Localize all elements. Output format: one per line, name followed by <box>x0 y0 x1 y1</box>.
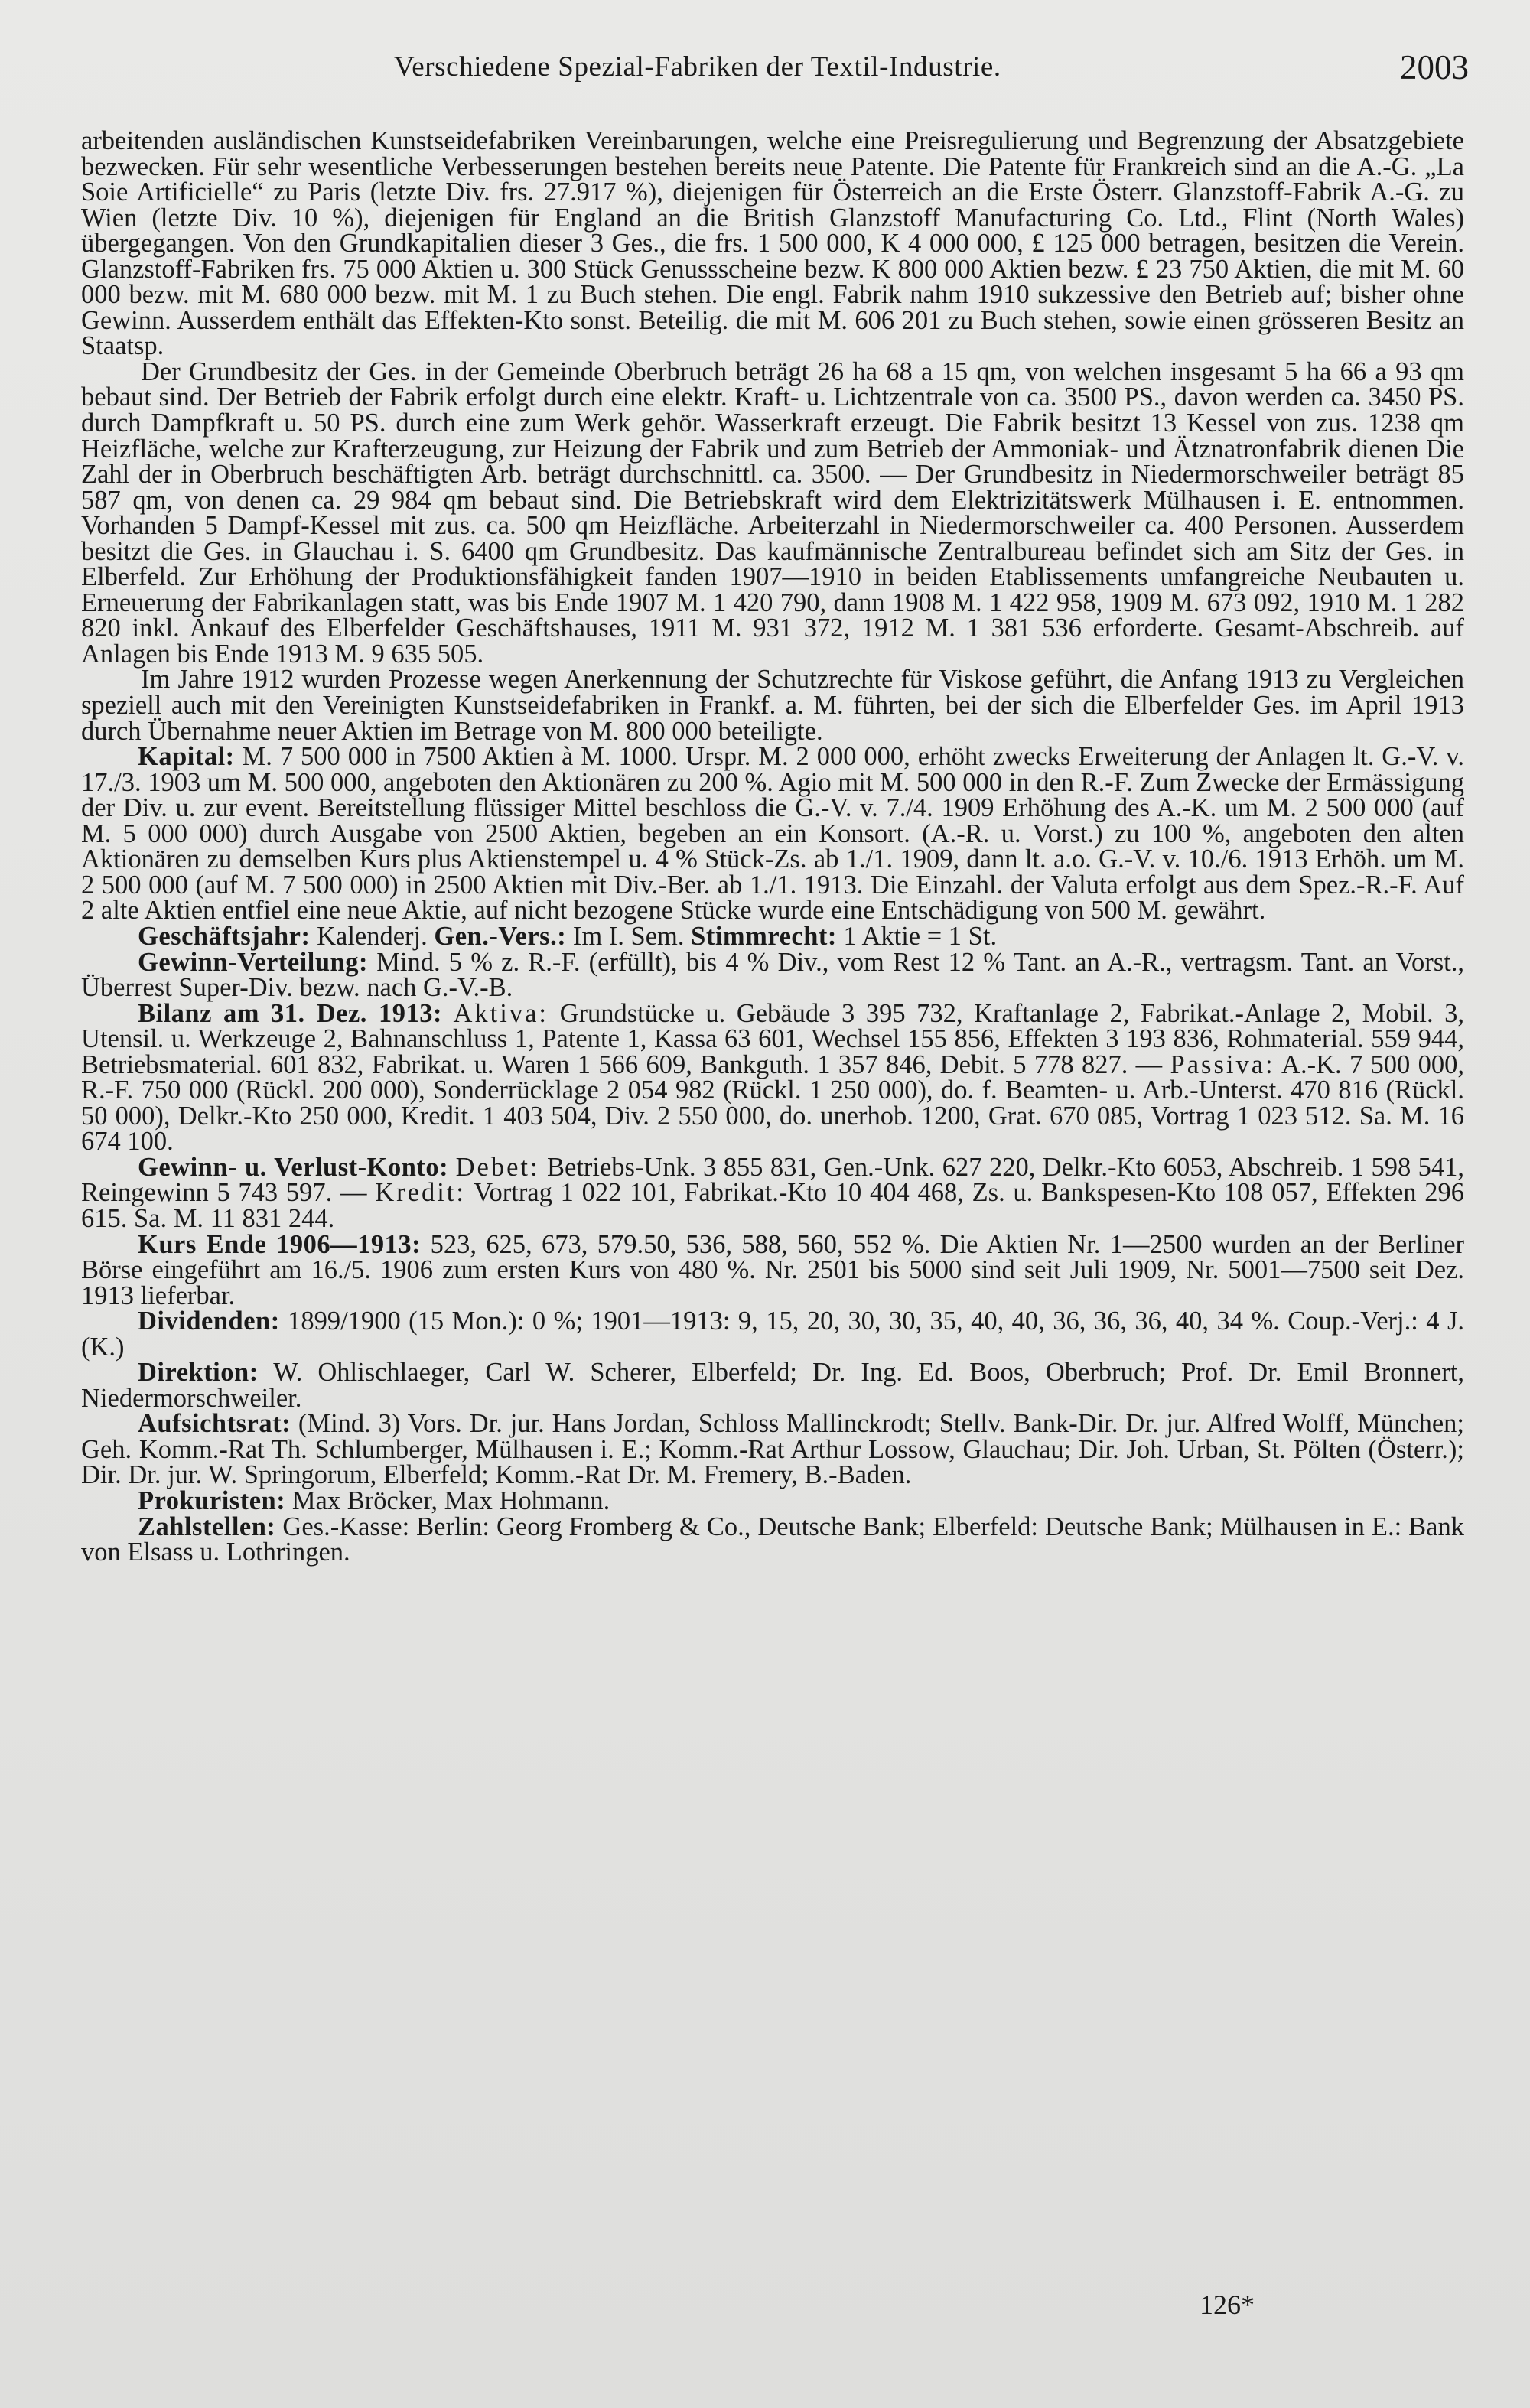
page-header <box>84 50 1469 89</box>
section-zahlstellen <box>81 1512 1464 1567</box>
aktiva-label: Aktiva: <box>453 998 549 1028</box>
paragraph-grundbesitz: Der Grundbesitz der Ges. in der Gemeinde Oberbruch beträgt 26 ha 68 a 15 qm, von welchen insgesamt 5 ha 66 a 93 qm bebaut sind. Der Betrieb der Fabrik erfolgt durch eine elektr. Kraft- u. Lichtzentrale von ca. 3500 PS., davon werden ca. 3450 PS. durch Dampfkraft u. 50 PS. durch eine zum Werk gehör. Wasserkraft erzeugt. Die Fabrik besitzt 13 Kessel von zus. 1238 qm Heizfläche, welche zur Krafterzeugung, zur Heizung der Fabrik und zum Betrieb der Ammoniak- und Ätznatronfabrik dienen Die Zahl der in Oberbruch beschäftigten Arb. beträgt durchschnittl. ca. 3500. — Der Grundbesitz in Niedermorschweiler beträgt 85 587 qm, von denen ca. 29 984 qm bebaut sind. Die Betriebskraft wird dem Elektrizitätswerk Mülhausen i. E. entnommen. Vorhanden 5 Dampf-Kessel mit zus. ca. 500 qm Heizfläche. Arbeiterzahl in Niedermorschweiler ca. 400 Personen. Ausserdem besitzt die Ges. in Glauchau i. S. 6400 qm Grundbesitz. Das kaufmännische Zentralbureau befindet sich am Sitz der Ges. in Elberfeld. Zur Erhöhung der Produktionsfähigkeit fanden 1907—1910 in beiden Etablissements umfangreiche Neubauten u. Erneuerung der Fabrikanlagen statt, was bis Ende 1907 M. 1 420 790, dann 1908 M. 1 422 958, 1909 M. 673 092, 1910 M. 1 282 820 inkl. Ankauf des Elberfelder Geschäftshauses, 1911 M. 931 372, 1912 M. 1 381 536 erforderte. Gesamt-Abschreib. auf Anlagen bis Ende 1913 M. 9 635 505. <box>81 356 1464 669</box>
stimmrecht-text: 1 Aktie = 1 St. <box>843 921 998 951</box>
passiva-text: A.-K. 7 500 000, R.-F. 750 000 (Rückl. 200 000), Sonderrücklage 2 054 982 (Rückl. 1 250 000), do. f. Beamten- u. Arb.-Unterst. 470 816 (Rückl. 50 000), Delkr.-Kto 250 000, Kredit. 1 403 504, Div. 2 550 000, do. unerhob. 1200, Grat. 670 085, Vortrag 1 023 512. Sa. M. 16 674 100. <box>81 1049 1465 1157</box>
gen-vers-label: Gen.-Vers.: <box>434 921 567 951</box>
prokuristen-text: Max Bröcker, Max Hohmann. <box>291 1485 610 1515</box>
debet-label: Debet: <box>455 1152 540 1182</box>
zahlstellen-label: Zahlstellen: <box>138 1512 276 1541</box>
geschaeftsjahr-label: Geschäftsjahr: <box>138 921 311 951</box>
direktion-text: W. Ohlischlaeger, Carl W. Scherer, Elberfeld; Dr. Ing. Ed. Boos, Oberbruch; Prof. Dr. Emil Bronnert, Niedermorschweiler. <box>81 1358 1464 1413</box>
section-kapital <box>81 744 1464 924</box>
dividenden-label: Dividenden: <box>138 1307 280 1336</box>
bilanz-label: Bilanz am 31. Dez. 1913: <box>138 998 442 1028</box>
dividenden-text: 1899/1900 (15 Mon.): 0 %; 1901—1913: 9, 15, 20, 30, 30, 35, 40, 40, 36, 36, 36, 40, 34 %. Coup.-Verj.: 4 J. (K.) <box>81 1307 1465 1362</box>
section-kurs <box>81 1229 1465 1310</box>
paragraph-agreements: arbeitenden ausländischen Kunstseidefabriken Vereinbarungen, welche eine Preisregulierung und Begrenzung der Absatzgebiete bezwecken. Für sehr wesentliche Verbesserungen bestehen bereits neue Patente. Die Patente für Frankreich sind an die A.-G. „La Soie Artificielle“ zu Paris (letzte Div. frs. 27.917 %), diejenigen für Österreich an die Erste Österr. Glanzstoff-Fabrik A.-G. zu Wien (letzte Div. 10 %), diejenigen für England an die British Glanzstoff Manufacturing Co. Ltd., Flint (North Wales) übergegangen. Von den Grundkapitalien dieser 3 Ges., die frs. 1 500 000, K 4 000 000, £ 125 000 betragen, besitzen die Verein. Glanzstoff-Fabriken frs. 75 000 Aktien u. 300 Stück Genussscheine bezw. K 800 000 Aktien bezw. £ 23 750 Aktien, die mit M. 60 000 bezw. mit M. 680 000 bezw. mit M. 1 zu Buch stehen. Die engl. Fabrik nahm 1910 sukzessive den Betrieb auf; bisher ohne Gewinn. Ausserdem enthält das Effekten-Kto sonst. Beteilig. die mit M. 606 201 zu Buch stehen, sowie einen grösseren Besitz an Staatsp. <box>81 126 1464 361</box>
section-direktion <box>81 1360 1464 1411</box>
aufsichtsrat-label: Aufsichtsrat: <box>138 1409 291 1439</box>
gewinn-verteilung-label: Gewinn-Verteilung: <box>138 947 368 977</box>
kredit-label: Kredit: <box>375 1178 466 1208</box>
section-geschaeftsjahr <box>81 921 1464 951</box>
running-title: Verschiedene Spezial-Fabriken der Textil-Industrie. <box>394 51 1001 83</box>
zahlstellen-text: Ges.-Kasse: Berlin: Georg Fromberg & Co., Deutsche Bank; Elberfeld: Deutsche Bank; Mülhausen in E.: Bank von Elsass u. Lothringen. <box>81 1512 1464 1567</box>
kapital-label: Kapital: <box>138 742 235 772</box>
debet-text: Betriebs-Unk. 3 855 831, Gen.-Unk. 627 220, Delkr.-Kto 6053, Abschreib. 1 598 541, Reingewinn 5 743 597. — <box>81 1152 1465 1208</box>
section-gewinn-verteilung <box>81 947 1464 1003</box>
kurs-text: 523, 625, 673, 579.50, 536, 588, 560, 552 %. Die Aktien Nr. 1—2500 wurden an der Berliner Börse eingeführt am 16./5. 1906 zum ersten Kurs von 480 %. Nr. 2501 bis 5000 sind seit Juli 1909, Nr. 5001—7500 seit Dez. 1913 lieferbar. <box>81 1229 1465 1310</box>
aktiva-text: Grundstücke u. Gebäude 3 395 732, Kraftanlage 2, Fabrikat.-Anlage 2, Mobil. 3, Utensil. u. Werkzeuge 2, Bahnanschluss 1, Patente 1, Kassa 63 601, Wechsel 155 856, Effekten 3 193 836, Rohmaterial. 559 944, Betriebsmaterial. 601 832, Fabrikat. u. Waren 1 566 609, Bankguth. 1 357 846, Debit. 5 778 827. — <box>81 998 1465 1079</box>
passiva-label: Passiva: <box>1170 1049 1275 1079</box>
prokuristen-label: Prokuristen: <box>138 1485 286 1515</box>
section-dividenden <box>81 1309 1464 1360</box>
aufsichtsrat-text: (Mind. 3) Vors. Dr. jur. Hans Jordan, Schloss Mallinckrodt; Stellv. Bank-Dir. Dr. jur. Alfred Wolff, München; Geh. Komm.-Rat Th. Schlumberger, Mülhausen i. E.; Komm.-Rat Arthur Lossow, Glauchau; Dir. Joh. Urban, St. Pölten (Österr.); Dir. Dr. jur. W. Springorum, Elberfeld; Komm.-Rat Dr. M. Fremery, B.-Baden. <box>81 1409 1464 1490</box>
section-bilanz <box>81 998 1465 1157</box>
gen-vers-text: Im I. Sem. <box>572 921 685 951</box>
paragraph-prozesse: Im Jahre 1912 wurden Prozesse wegen Anerkennung der Schutzrechte für Viskose geführt, die Anfang 1913 zu Vergleichen speziell auch mit den Vereinigten Kunstseidefabriken in Frankf. a. M. führten, bei der sich die Elberfelder Ges. im April 1913 durch Übernahme neuer Aktien im Betrage von M. 800 000 beteiligte. <box>81 665 1464 746</box>
main-text <box>81 126 1465 1567</box>
gewinn-verteilung-text: Mind. 5 % z. R.-F. (erfüllt), bis 4 % Div., vom Rest 12 % Tant. an A.-R., vertragsm. Tant. an Vorst., Überrest Super-Div. bezw. nach G.-V.-B. <box>81 947 1464 1003</box>
kurs-label: Kurs Ende 1906—1913: <box>138 1229 422 1259</box>
geschaeftsjahr-text: Kalenderj. <box>317 921 428 951</box>
guv-label: Gewinn- u. Verlust-Konto: <box>138 1152 449 1182</box>
direktion-label: Direktion: <box>138 1358 259 1388</box>
kredit-text: Vortrag 1 022 101, Fabrikat.-Kto 10 404 468, Zs. u. Bankspesen-Kto 108 057, Effekten 296 615. Sa. M. 11 831 244. <box>81 1178 1464 1233</box>
section-aufsichtsrat <box>81 1411 1464 1489</box>
section-prokuristen <box>81 1485 1464 1515</box>
stimmrecht-label: Stimmrecht: <box>691 921 837 951</box>
page-number: 2003 <box>1400 48 1469 86</box>
signature-mark: 126* <box>1200 2289 1255 2320</box>
section-gewinn-verlust <box>81 1152 1465 1233</box>
kapital-text: M. 7 500 000 in 7500 Aktien à M. 1000. Urspr. M. 2 000 000, erhöht zwecks Erweiterung der Anlagen lt. G.-V. v. 17./3. 1903 um M. 500 000, angeboten den Aktionären zu 200 %. Agio mit M. 500 000 in den R.-F. Zum Zwecke der Ermässigung der Div. u. zur event. Bereitstellung flüssiger Mittel beschloss die G.-V. v. 7./4. 1909 Erhöhung des A.-K. um M. 2 500 000 (auf M. 5 000 000) durch Ausgabe von 2500 Aktien, begeben an ein Konsort. (A.-R. u. Vorst.) zu 100 %, angeboten den alten Aktionären zu demselben Kurs plus Aktienstempel u. 4 % Stück-Zs. ab 1./1. 1909, dann lt. a.o. G.-V. v. 10./6. 1913 Erhöh. um M. 2 500 000 (auf M. 7 500 000) in 2500 Aktien mit Div.-Ber. ab 1./1. 1913. Die Einzahl. der Valuta erfolgt aus dem Spez.-R.-F. Auf 2 alte Aktien entfiel eine neue Aktie, auf nicht bezogene Stücke wurde eine Entschädigung von 500 M. gewährt. <box>81 742 1464 926</box>
